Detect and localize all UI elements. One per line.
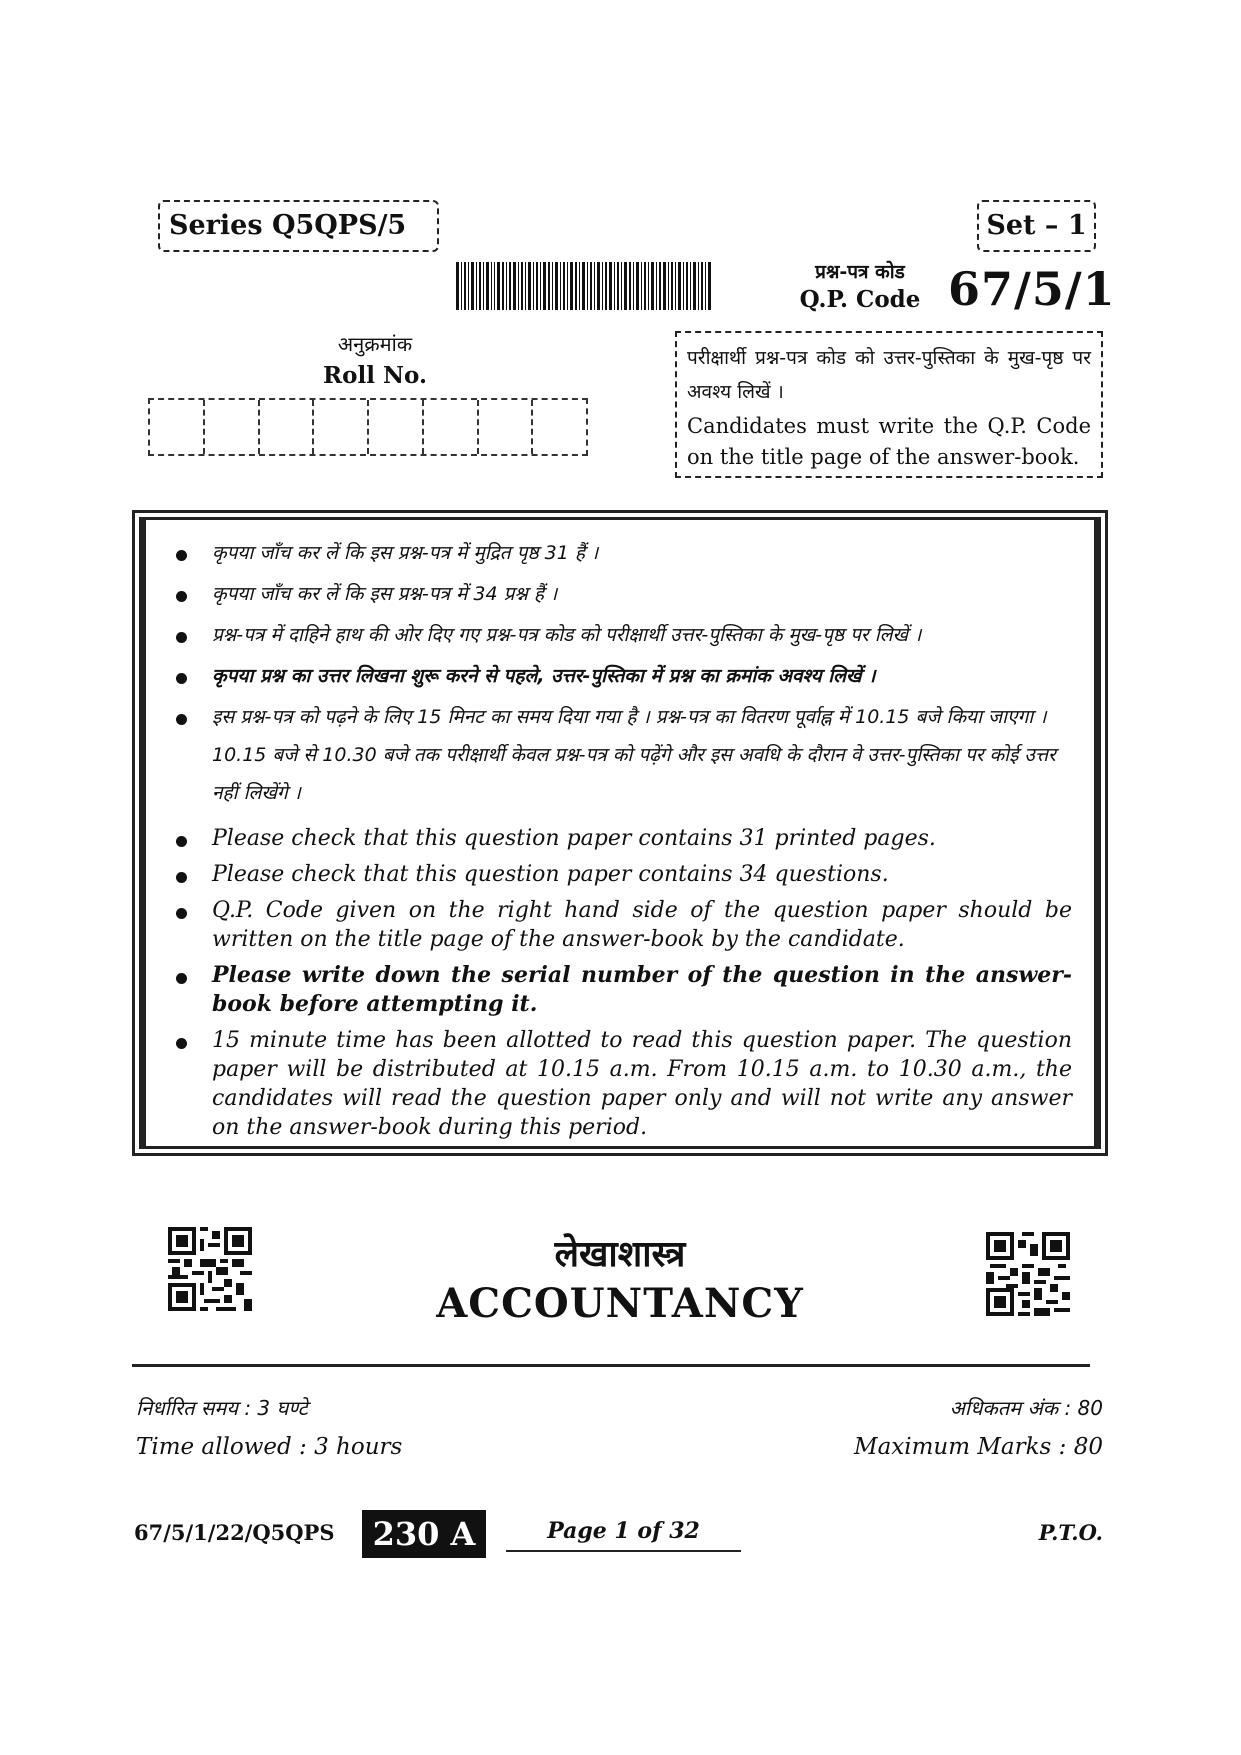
bullet-icon [176,550,187,561]
roll-label: Roll No. [323,362,427,389]
roll-number-grid[interactable] [148,398,588,456]
instruction-item: प्रश्न-पत्र में दाहिने हाथ की ओर दिए गए प्रश्न-पत्र कोड को परीक्षार्थी उत्तर-पुस्तिका के मुख-पृष्ठ पर लिखें । [172,616,1072,654]
instruction-item: Please write down the serial number of the question in the answer-book before attempting it. [172,961,1072,1019]
instruction-item: कृपया जाँच कर लें कि इस प्रश्न-पत्र में 34 प्रश्न हैं । [172,575,1072,613]
roll-cell[interactable] [205,400,260,454]
subject-title: ACCOUNTANCY [436,1280,804,1327]
time-allowed-hindi: निर्धारित समय : 3 घण्टे [136,1396,308,1420]
bullet-icon [176,714,187,725]
roll-cell[interactable] [369,400,424,454]
instruction-item: Please check that this question paper contains 31 printed pages. [172,824,1072,853]
time-allowed: Time allowed : 3 hours [136,1434,403,1460]
roll-cell[interactable] [260,400,315,454]
maximum-marks-hindi: अधिकतम अंक : 80 [949,1396,1103,1420]
candidate-note-english: Candidates must write the Q.P. Code on the title page of the answer-book. [687,414,1091,469]
instructions-list [172,534,1072,1149]
roll-cell[interactable] [150,400,205,454]
instruction-item: कृपया प्रश्न का उत्तर लिखना शुरू करने से पहले, उत्तर-पुस्तिका में प्रश्न का क्रमांक अवश्य लिखें । [172,657,1072,695]
paper-code: 67/5/1/22/Q5QPS [134,1520,335,1545]
qp-code-value: 67/5/1 [948,262,1116,316]
instruction-item: Please check that this question paper contains 34 questions. [172,860,1072,889]
qr-code-icon [986,1232,1070,1316]
instructions-inner [139,517,1101,1149]
page-number: Page 1 of 32 [506,1518,741,1552]
qr-code-icon [168,1227,252,1311]
roll-cell[interactable] [424,400,479,454]
roll-label-hindi: अनुक्रमांक [337,332,413,356]
bullet-icon [176,973,187,984]
pto-label: P.T.O. [1038,1520,1103,1545]
bullet-icon [176,872,187,883]
set-label: Set – 1 [977,200,1096,252]
roll-cell[interactable] [533,400,586,454]
bullet-icon [176,908,187,919]
instruction-item: इस प्रश्न-पत्र को पढ़ने के लिए 15 मिनट का समय दिया गया है । प्रश्न-पत्र का वितरण पूर्वाह्न में 10.15 बजे किया जाएगा । 10.15 बजे से 10.30 बजे तक परीक्षार्थी केवल प्रश्न-पत्र को पढ़ेंगे और इस अवधि के दौरान वे उत्तर-पुस्तिका पर कोई उत्तर नहीं लिखेंगे । [172,698,1072,812]
bullet-icon [176,836,187,847]
bullet-icon [176,591,187,602]
qp-code-label-hindi: प्रश्न-पत्र कोड [815,261,905,283]
bullet-icon [176,1038,187,1049]
roll-cell[interactable] [479,400,534,454]
instructions-box [132,510,1108,1156]
roll-cell[interactable] [314,400,369,454]
bullet-icon [176,632,187,643]
paper-badge: 230 A [362,1510,486,1558]
series-label: Series Q5QPS/5 [158,200,439,252]
divider [132,1364,1090,1367]
instruction-item: Q.P. Code given on the right hand side of the question paper should be written on the title page of the answer-book by the candidate. [172,896,1072,954]
instruction-item: 15 minute time has been allotted to read this question paper. The question paper will be distributed at 10.15 a.m. From 10.15 a.m. to 10.30 a.m., the candidates will read the question paper only and will not write any answer on the answer-book during this period. [172,1026,1072,1142]
maximum-marks: Maximum Marks : 80 [854,1434,1103,1460]
bullet-icon [176,673,187,684]
candidate-note-hindi: परीक्षार्थी प्रश्न-पत्र कोड को उत्तर-पुस्तिका के मुख-पृष्ठ पर अवश्य लिखें । [687,347,1091,403]
qp-code-label: Q.P. Code [799,286,921,313]
instruction-item: कृपया जाँच कर लें कि इस प्रश्न-पत्र में मुद्रित पृष्ठ 31 हैं । [172,534,1072,572]
barcode [456,262,712,310]
subject-title-hindi: लेखाशास्त्र [554,1234,686,1275]
candidate-note-box [675,331,1103,478]
